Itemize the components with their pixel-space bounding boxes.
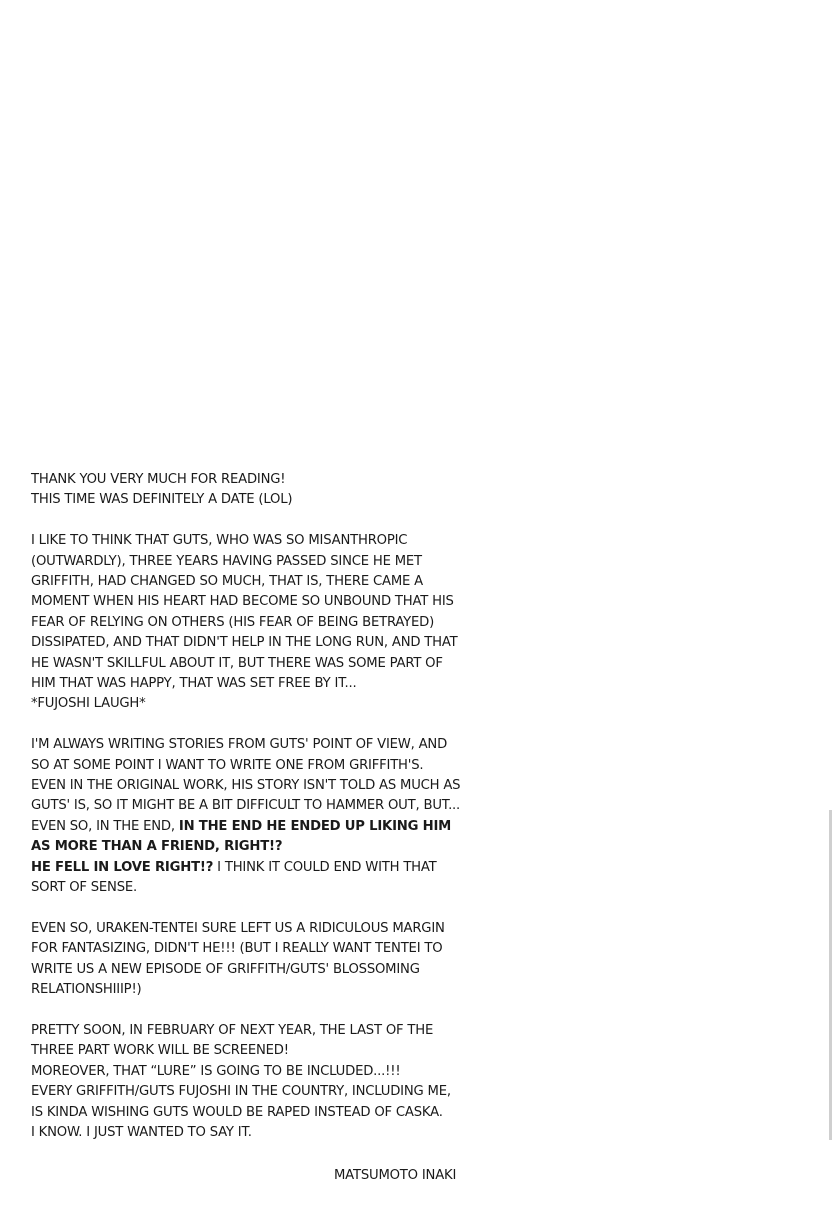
text-line-mixed: [31, 817, 471, 837]
text-line-bold: AS MORE THAN A FRIEND, RIGHT!?: [31, 839, 283, 855]
text-line: SO AT SOME POINT I WANT TO WRITE ONE FROM GRIFFITH'S.: [31, 757, 424, 773]
text-line: *FUJOSHI LAUGH*: [31, 696, 146, 712]
text-line: PRETTY SOON, IN FEBRUARY OF NEXT YEAR, THE LAST OF THE: [31, 1022, 434, 1038]
text-line: THIS TIME WAS DEFINITELY A DATE (LOL): [31, 492, 293, 508]
text-line: GUTS' IS, SO IT MIGHT BE A BIT DIFFICULT TO HAMMER OUT, BUT...: [31, 798, 461, 814]
afterword-paragraph-2: [31, 531, 471, 715]
text-bold: IN THE END HE ENDED UP LIKING HIM: [178, 818, 452, 834]
text-bold: HE FELL IN LOVE RIGHT!?: [31, 859, 214, 875]
text-line: I'M ALWAYS WRITING STORIES FROM GUTS' POINT OF VIEW, AND: [31, 737, 448, 753]
text-line: I LIKE TO THINK THAT GUTS, WHO WAS SO MISANTHROPIC: [31, 533, 408, 549]
text-plain: EVEN SO, IN THE END,: [31, 818, 179, 834]
text-line: FEAR OF RELYING ON OTHERS (HIS FEAR OF BEING BETRAYED): [31, 614, 435, 630]
text-plain: I THINK IT COULD END WITH THAT: [213, 859, 437, 875]
text-line: FOR FANTASIZING, DIDN'T HE!!! (BUT I REALLY WANT TENTEI TO: [31, 941, 443, 957]
afterword-paragraph-4: [31, 919, 471, 1001]
text-line: EVERY GRIFFITH/GUTS FUJOSHI IN THE COUNTRY, INCLUDING ME,: [31, 1084, 451, 1100]
text-line: (OUTWARDLY), THREE YEARS HAVING PASSED SINCE HE MET: [31, 553, 422, 569]
text-line: RELATIONSHIIIP!): [31, 982, 142, 998]
text-line: I KNOW. I JUST WANTED TO SAY IT.: [31, 1124, 252, 1140]
text-line: EVEN SO, URAKEN-TENTEI SURE LEFT US A RIDICULOUS MARGIN: [31, 920, 445, 936]
text-line: GRIFFITH, HAD CHANGED SO MUCH, THAT IS, THERE CAME A: [31, 574, 423, 590]
text-line: HE WASN'T SKILLFUL ABOUT IT, BUT THERE WAS SOME PART OF: [31, 655, 443, 671]
text-line: SORT OF SENSE.: [31, 880, 138, 896]
text-line: HIM THAT WAS HAPPY, THAT WAS SET FREE BY IT...: [31, 676, 357, 692]
text-line-mixed: [31, 858, 471, 878]
text-line: WRITE US A NEW EPISODE OF GRIFFITH/GUTS' BLOSSOMING: [31, 961, 420, 977]
afterword-paragraph-3: [31, 735, 471, 898]
afterword-paragraph-5: [31, 1021, 471, 1143]
text-line: EVEN IN THE ORIGINAL WORK, HIS STORY ISN'T TOLD AS MUCH AS: [31, 778, 461, 794]
text-line: MOMENT WHEN HIS HEART HAD BECOME SO UNBOUND THAT HIS: [31, 594, 454, 610]
afterword-text: [31, 470, 471, 1164]
text-line: THANK YOU VERY MUCH FOR READING!: [31, 472, 286, 487]
text-line: THREE PART WORK WILL BE SCREENED!: [31, 1043, 289, 1059]
afterword-paragraph-1: [31, 470, 471, 511]
author-signature: MATSUMOTO INAKI: [334, 1168, 457, 1183]
text-line: IS KINDA WISHING GUTS WOULD BE RAPED INSTEAD OF CASKA.: [31, 1104, 443, 1120]
text-line: MOREOVER, THAT “LURE” IS GOING TO BE INCLUDED...!!!: [31, 1063, 401, 1079]
text-line: DISSIPATED, AND THAT DIDN'T HELP IN THE LONG RUN, AND THAT: [31, 635, 458, 651]
